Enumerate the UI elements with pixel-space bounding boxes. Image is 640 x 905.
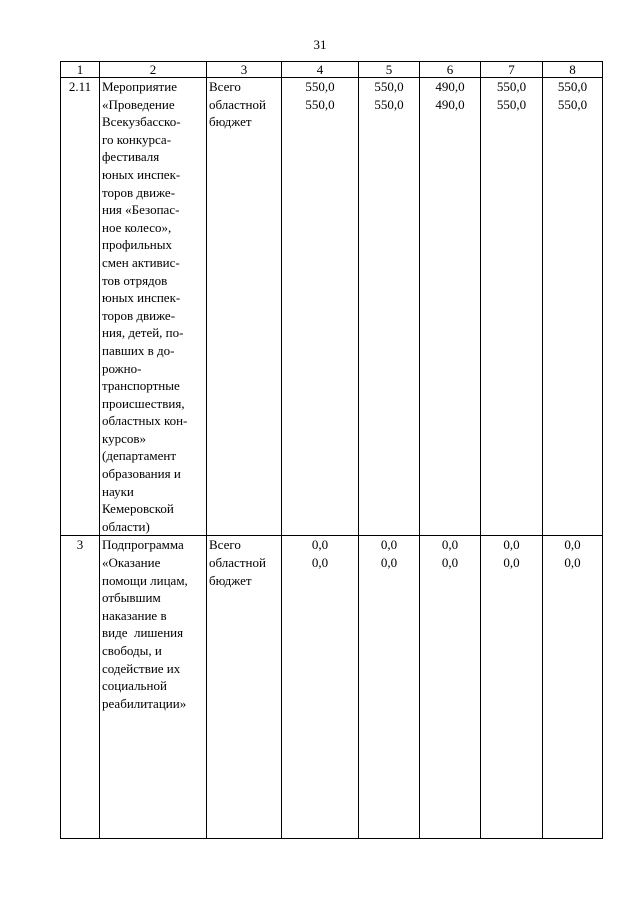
value-total: 0,0 <box>503 537 520 553</box>
value-cell-8 <box>543 78 603 536</box>
value-cell-4 <box>282 78 359 536</box>
value-cell-4 <box>282 536 359 839</box>
value-regional: 550,0 <box>374 96 404 112</box>
value-regional: 490,0 <box>435 96 465 112</box>
table-row <box>61 78 603 536</box>
header-cell-5: 5 <box>359 62 420 78</box>
row-number: 3 <box>61 536 100 839</box>
value-regional: 550,0 <box>305 96 335 112</box>
value-cell-5 <box>359 536 420 839</box>
value-regional: 550,0 <box>496 96 527 112</box>
value-cell-6 <box>420 536 481 839</box>
header-cell-8: 8 <box>543 62 603 78</box>
value-regional: 0,0 <box>311 555 329 571</box>
value-cell-6 <box>420 78 481 536</box>
value-regional: 0,0 <box>441 555 459 571</box>
page-number: 31 <box>313 37 327 52</box>
row-name <box>100 536 207 839</box>
value-regional: 0,0 <box>380 555 398 571</box>
row-name <box>100 78 207 536</box>
value-cell-8 <box>543 536 603 839</box>
header-cell-1: 1 <box>61 62 100 78</box>
source-regional-budget: областной бюджет <box>209 96 266 130</box>
header-row <box>61 62 603 78</box>
source-total: Всего <box>209 79 241 94</box>
value-total: 550,0 <box>305 79 335 94</box>
value-total: 550,0 <box>557 79 588 94</box>
value-regional: 0,0 <box>564 555 581 571</box>
source-regional-budget: областной бюджет <box>209 555 266 588</box>
value-total: 550,0 <box>496 79 527 94</box>
row-name-text: Мероприятие «Проведение Всекузбасско- го конкурса- фестиваля юных инспек- торов движе- ния «Безопас- ное колесо», профильных смен активис- тов отрядов юных инспек- торов движе- ния, детей, по- павших в до- рожно- транспортные происшествия, областных кон- курсов» (департамент образования и науки Кемеровской области) <box>102 79 188 534</box>
value-cell-7 <box>481 78 543 536</box>
value-total: 490,0 <box>435 79 465 94</box>
header-cell-3: 3 <box>207 62 282 78</box>
budget-table <box>60 61 603 839</box>
value-regional: 550,0 <box>557 96 588 112</box>
value-regional: 0,0 <box>503 555 520 571</box>
value-total: 0,0 <box>311 537 329 553</box>
source-total: Всего <box>209 537 241 553</box>
table-row <box>61 536 603 839</box>
value-cell-7 <box>481 536 543 839</box>
value-total: 550,0 <box>374 79 404 94</box>
source-cell <box>207 78 282 536</box>
value-cell-5 <box>359 78 420 536</box>
value-total: 0,0 <box>441 537 459 553</box>
header-cell-6: 6 <box>420 62 481 78</box>
header-cell-7: 7 <box>481 62 543 78</box>
row-number: 2.11 <box>61 78 100 536</box>
header-cell-4: 4 <box>282 62 359 78</box>
row-name-text: Подпрограмма «Оказание помощи лицам, отбывшим наказание в виде лишения свободы, и содействие их социальной реабилитации» <box>102 537 188 711</box>
header-cell-2: 2 <box>100 62 207 78</box>
value-total: 0,0 <box>380 537 398 553</box>
source-cell <box>207 536 282 839</box>
value-total: 0,0 <box>564 537 581 553</box>
